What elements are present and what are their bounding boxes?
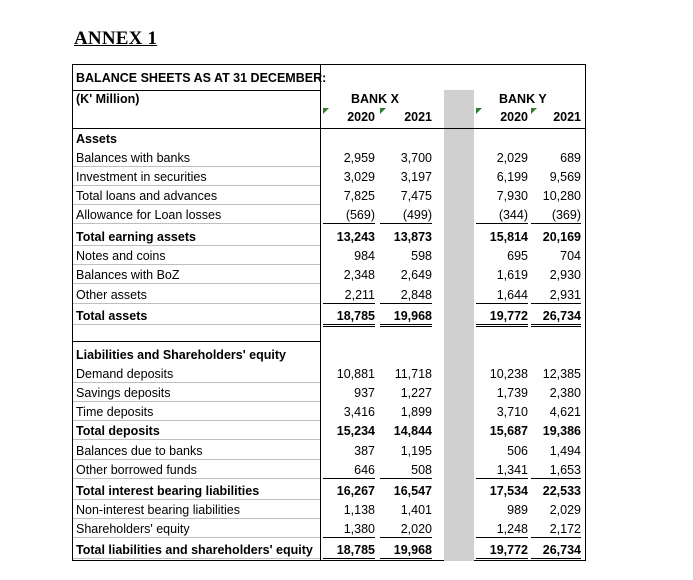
value-cell: 2,931: [531, 287, 581, 304]
liabilities-heading: Liabilities and Shareholders' equity: [76, 348, 286, 362]
balance-sheet-table: [72, 64, 586, 561]
row-divider: [73, 420, 320, 421]
value-cell: 3,700: [400, 151, 432, 165]
year-header: 2021: [553, 110, 581, 124]
value-cell: 10,238: [489, 367, 528, 381]
value-cell: 19,968: [380, 542, 432, 561]
row-label: Total interest bearing liabilities: [76, 484, 260, 498]
value-cell: 1,401: [400, 503, 432, 517]
row-label: Notes and coins: [76, 249, 166, 263]
value-cell: 2,649: [400, 268, 432, 282]
value-cell: 19,772: [476, 542, 528, 561]
value-cell: 2,848: [380, 287, 432, 304]
value-cell: 9,569: [549, 170, 581, 184]
row-label: Shareholders' equity: [76, 522, 190, 536]
value-cell: 1,653: [531, 462, 581, 479]
value-cell: 2,348: [343, 268, 375, 282]
value-cell: 19,386: [542, 424, 581, 438]
row-divider: [73, 558, 320, 559]
value-cell: 2,020: [380, 521, 432, 538]
value-cell: 18,785: [323, 542, 375, 561]
row-divider: [73, 303, 320, 304]
value-cell: 1,227: [400, 386, 432, 400]
table-units: (K' Million): [76, 92, 140, 106]
row-label: Other borrowed funds: [76, 463, 197, 477]
value-cell: 1,138: [343, 503, 375, 517]
value-cell: 704: [560, 249, 581, 263]
value-cell: 2,029: [549, 503, 581, 517]
row-divider: [73, 499, 320, 500]
value-cell: 2,380: [549, 386, 581, 400]
row-label: Investment in securities: [76, 170, 207, 184]
row-label: Total assets: [76, 309, 148, 323]
value-cell: 3,029: [343, 170, 375, 184]
value-cell: 22,533: [542, 484, 581, 498]
value-cell: 1,494: [549, 444, 581, 458]
row-divider: [73, 459, 320, 460]
value-cell: 1,341: [476, 462, 528, 479]
value-cell: (344): [476, 207, 528, 224]
value-cell: 16,267: [336, 484, 375, 498]
row-divider: [73, 264, 320, 265]
value-cell: 1,899: [400, 405, 432, 419]
row-divider: [73, 166, 320, 167]
value-cell: 695: [507, 249, 528, 263]
value-cell: 1,644: [476, 287, 528, 304]
row-divider: [73, 518, 320, 519]
value-cell: 3,197: [400, 170, 432, 184]
value-cell: 989: [507, 503, 528, 517]
value-cell: 387: [354, 444, 375, 458]
value-cell: (369): [531, 207, 581, 224]
table-title: BALANCE SHEETS AS AT 31 DECEMBER:: [76, 71, 327, 85]
value-cell: 598: [411, 249, 432, 263]
value-cell: 7,930: [496, 189, 528, 203]
value-cell: 26,734: [531, 308, 581, 327]
row-label: Demand deposits: [76, 367, 174, 381]
value-cell: 508: [380, 462, 432, 479]
value-cell: 2,172: [531, 521, 581, 538]
value-cell: (499): [380, 207, 432, 224]
value-cell: 26,734: [531, 542, 581, 561]
row-divider: [73, 185, 320, 186]
row-label: Total loans and advances: [76, 189, 218, 203]
value-cell: 12,385: [542, 367, 581, 381]
row-label: Balances with BoZ: [76, 268, 180, 282]
value-cell: 20,169: [542, 230, 581, 244]
value-cell: 1,195: [400, 444, 432, 458]
value-cell: 15,687: [489, 424, 528, 438]
value-cell: 2,029: [496, 151, 528, 165]
row-divider: [73, 204, 320, 205]
row-label: Balances with banks: [76, 151, 190, 165]
row-divider: [73, 245, 320, 246]
row-divider: [73, 478, 320, 479]
row-label: Non-interest bearing liabilities: [76, 503, 240, 517]
value-cell: 10,881: [336, 367, 375, 381]
value-cell: 506: [507, 444, 528, 458]
year-header: 2020: [500, 110, 528, 124]
value-cell: 2,959: [343, 151, 375, 165]
year-header: 2020: [347, 110, 375, 124]
bank-y-header: BANK Y: [499, 92, 547, 106]
row-label: Balances due to banks: [76, 444, 203, 458]
row-divider: [73, 401, 320, 402]
value-cell: (569): [323, 207, 375, 224]
value-cell: 1,739: [496, 386, 528, 400]
value-cell: 16,547: [393, 484, 432, 498]
value-cell: 15,234: [336, 424, 375, 438]
value-cell: 1,619: [496, 268, 528, 282]
grid-line: [73, 341, 320, 342]
value-cell: 2,930: [549, 268, 581, 282]
value-cell: 13,873: [393, 230, 432, 244]
value-cell: 14,844: [393, 424, 432, 438]
value-cell: 2,211: [323, 287, 375, 304]
row-label: Time deposits: [76, 405, 154, 419]
value-cell: 1,380: [323, 521, 375, 538]
value-cell: 937: [354, 386, 375, 400]
value-cell: 4,621: [549, 405, 581, 419]
row-label: Total deposits: [76, 424, 160, 438]
grid-line: [73, 128, 586, 129]
row-divider: [73, 283, 320, 284]
row-divider: [73, 537, 320, 538]
value-cell: 19,772: [476, 308, 528, 327]
value-cell: 15,814: [489, 230, 528, 244]
row-label: Total earning assets: [76, 230, 196, 244]
value-cell: 984: [354, 249, 375, 263]
value-cell: 7,475: [400, 189, 432, 203]
row-divider: [73, 382, 320, 383]
column-separator-shade: [444, 90, 474, 561]
annex-title: ANNEX 1: [74, 28, 158, 49]
value-cell: 7,825: [343, 189, 375, 203]
value-cell: 17,534: [489, 484, 528, 498]
grid-line: [320, 65, 321, 561]
assets-heading: Assets: [76, 132, 117, 146]
value-cell: 3,710: [496, 405, 528, 419]
bank-x-header: BANK X: [351, 92, 399, 106]
value-cell: 3,416: [343, 405, 375, 419]
year-header: 2021: [404, 110, 432, 124]
value-cell: 646: [323, 462, 375, 479]
row-label: Other assets: [76, 288, 147, 302]
value-cell: 11,718: [394, 367, 432, 381]
row-divider: [73, 223, 320, 224]
row-label: Allowance for Loan losses: [76, 208, 222, 222]
row-divider: [73, 324, 320, 325]
value-cell: 18,785: [323, 308, 375, 327]
value-cell: 10,280: [542, 189, 581, 203]
value-cell: 6,199: [496, 170, 528, 184]
row-divider: [73, 439, 320, 440]
value-cell: 19,968: [380, 308, 432, 327]
row-label: Total liabilities and shareholders' equity: [76, 543, 313, 557]
value-cell: 1,248: [476, 521, 528, 538]
row-label: Savings deposits: [76, 386, 171, 400]
value-cell: 689: [560, 151, 581, 165]
value-cell: 13,243: [336, 230, 375, 244]
